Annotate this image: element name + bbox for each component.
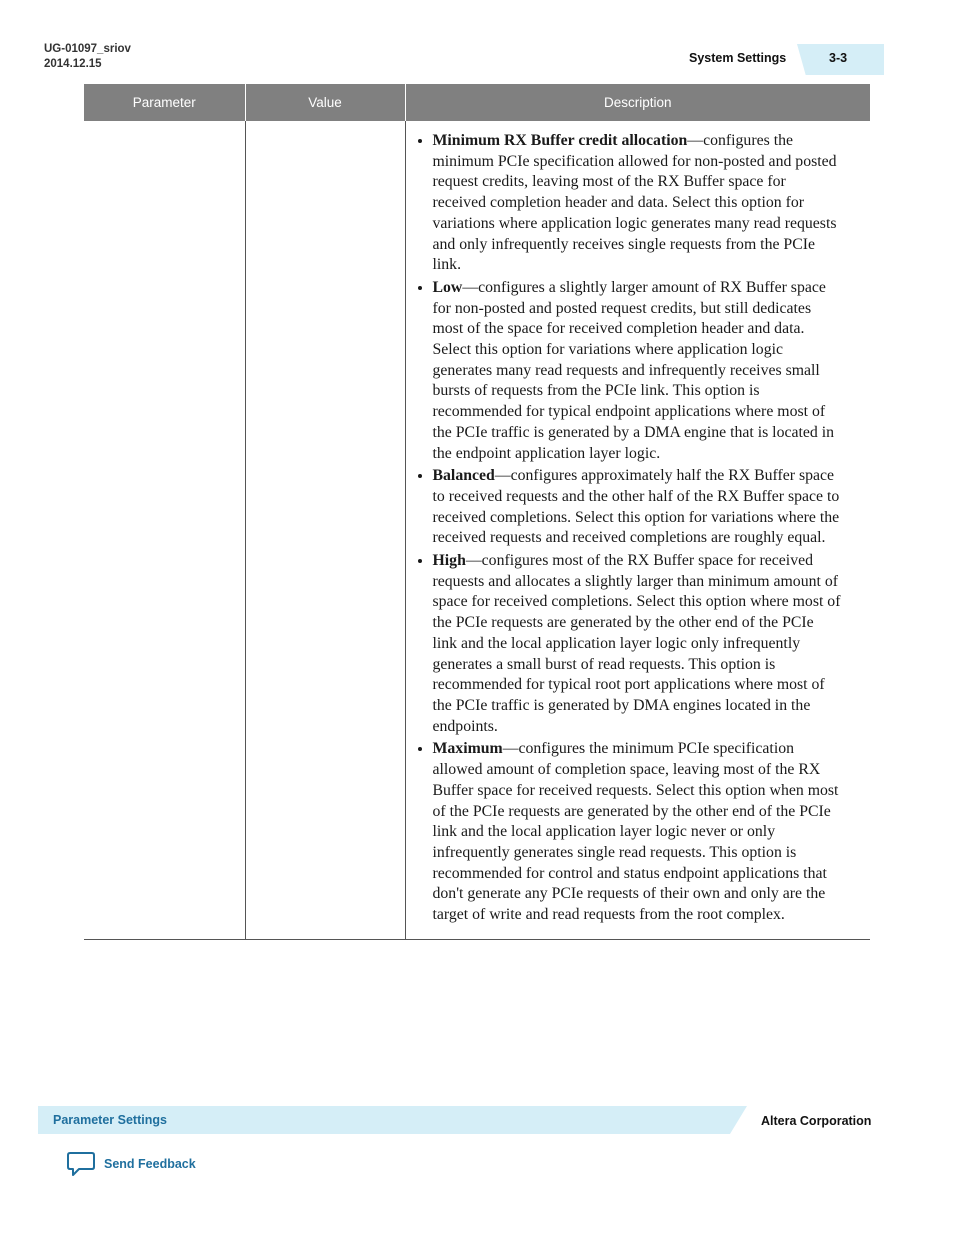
speech-bubble-icon <box>66 1151 96 1178</box>
option-term: Low <box>432 278 463 296</box>
list-item <box>433 278 843 464</box>
footer-section-link[interactable]: Parameter Settings <box>53 1113 167 1127</box>
description-cell <box>405 121 870 939</box>
footer-company: Altera Corporation <box>761 1114 872 1128</box>
option-list <box>412 131 843 926</box>
column-header-description: Description <box>405 84 870 121</box>
parameter-table <box>84 84 870 940</box>
option-text: —configures approximately half the RX Buffer space to received requests and the other half of the RX Buffer space to received completions. Select this option for variations where the received requests and received completions are roughly equal. <box>432 467 840 547</box>
option-term: Balanced <box>432 467 495 485</box>
option-term: High <box>432 552 466 570</box>
list-item <box>433 466 843 549</box>
column-header-parameter: Parameter <box>84 84 245 121</box>
table-header-row <box>84 84 870 121</box>
document-date: 2014.12.15 <box>44 58 102 70</box>
option-term: Minimum RX Buffer credit allocation <box>432 132 688 149</box>
header-section-title: System Settings <box>689 51 787 65</box>
option-text: —configures the minimum PCIe specification allowed amount of completion space, leaving most of the RX Buffer space for received requests. Select this option when most of the PCIe requests are generated by the other end of the PCIe link and the local application layer logic never or only infrequently generates single read requests. This option is recommended for control and status endpoint applications that don't generate any PCIe requests of their own and only are the target of write and read requests from the root complex. <box>432 740 839 924</box>
table-row <box>84 121 870 939</box>
document-id: UG-01097_sriov <box>44 43 131 55</box>
send-feedback-label: Send Feedback <box>104 1157 196 1171</box>
document-id-block <box>44 42 131 72</box>
list-item <box>433 131 843 276</box>
option-text: —configures most of the RX Buffer space for received requests and allocates a slightly larger than minimum amount of space for received completions. Select this option where most of the PCIe requests are generated by the other end of the PCIe link and the local application layer logic only infrequently generates a small burst of read requests. This option is recommended for typical root port applications where most of the PCIe traffic is generated by DMA engines located in the endpoints. <box>432 552 841 735</box>
list-item <box>433 551 843 737</box>
option-term: Maximum <box>432 740 503 758</box>
send-feedback-link[interactable] <box>66 1150 196 1178</box>
column-header-value: Value <box>245 84 405 121</box>
parameter-cell <box>84 121 245 939</box>
list-item <box>433 739 843 925</box>
value-cell <box>245 121 405 939</box>
page-number: 3-3 <box>829 51 848 65</box>
option-text: —configures a slightly larger amount of RX Buffer space for non-posted and posted request credits, but still dedicates most of the space for received completion header and data. Select this option for variations where application logic generates many read requests and infrequently receives small bursts of requests from the PCIe link. This option is recommended for typical endpoint applications where most of the PCIe traffic is generated by a DMA engine that is located in the endpoint application layer logic. <box>432 278 835 462</box>
option-text: —configures the minimum PCIe specification allowed for non-posted and posted request credits, leaving most of the RX Buffer space for received completion header and data. Select this option for variations where application logic generates many read requests and only infrequently receives single requests from the PCIe link. <box>432 132 837 274</box>
